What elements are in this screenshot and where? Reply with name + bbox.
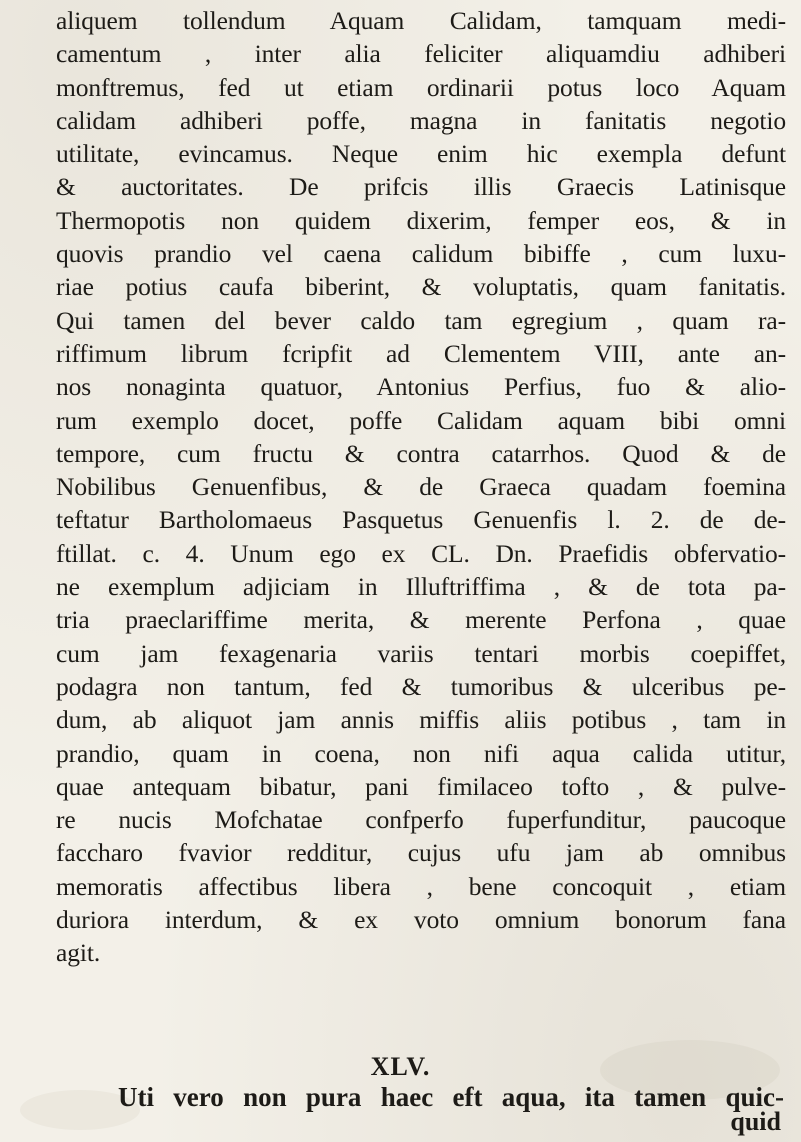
text-line: re nucis Mofchatae confperfo fuperfunditur, paucoque [56,805,786,835]
text-line: riffimum librum fcripfit ad Clementem VIII, ante an- [56,338,786,368]
text-line: faccharo fvavior redditur, cujus ufu jam ab omnibus [56,838,786,868]
text-line: aliquem tollendum Aquam Calidam, tamquam medi- [56,6,786,35]
text-line: teftatur Bartholomaeus Pasquetus Genuenfis l. 2. de de- [56,505,786,535]
text-line: nos nonaginta quatuor, Antonius Perfius, fuo & alio- [56,372,786,402]
text-line: podagra non tantum, fed & tumoribus & ulceribus pe- [56,671,786,701]
text-line: ftillat. c. 4. Unum ego ex CL. Dn. Praefidis obfervatio- [56,538,786,568]
text-line: Qui tamen del bever caldo tam egregium , quam ra- [56,305,786,335]
text-line: duriora interdum, & ex voto omnium bonorum fana [56,905,786,935]
text-line: rum exemplo docet, poffe Calidam aquam bibi omni [56,405,786,435]
text-line: monftremus, fed ut etiam ordinarii potus loco Aquam [56,72,786,102]
text-line: utilitate, evincamus. Neque enim hic exempla defunt [56,139,786,169]
text-line: agit. [56,938,101,968]
text-line: tria praeclariffime merita, & merente Perfona , quae [56,605,786,635]
text-line: quae antequam bibatur, pani fimilaceo tofto , & pulve- [56,771,786,801]
section-first-line: Uti vero non pura haec eft aqua, ita tamen quic- [118,1082,784,1112]
catchword: quid [730,1107,781,1136]
text-line: Nobilibus Genuenfibus, & de Graeca quadam foemina [56,472,786,502]
text-line: memoratis affectibus libera , bene concoquit , etiam [56,871,786,901]
text-line: tempore, cum fructu & contra catarrhos. Quod & de [56,438,786,468]
text-line: & auctoritates. De prifcis illis Graecis Latinisque [56,172,786,202]
text-line: cum jam fexagenaria variis tentari morbis coepiffet, [56,638,786,668]
body-text [56,4,786,970]
text-line: riae potius caufa biberint, & voluptatis, quam fanitatis. [56,272,786,302]
text-line: prandio, quam in coena, non nifi aqua calida utitur, [56,738,786,768]
text-line: quovis prandio vel caena calidum bibiffe , cum luxu- [56,239,786,269]
text-line: ne exemplum adjiciam in Illuftriffima , & de tota pa- [56,572,786,602]
text-line: calidam adhiberi poffe, magna in fanitatis negotio [56,105,786,135]
text-line: dum, ab aliquot jam annis miffis aliis potibus , tam in [56,705,786,735]
text-line: camentum , inter alia feliciter aliquamdiu adhiberi [56,39,786,69]
text-line: Thermopotis non quidem dixerim, femper eos, & in [56,205,786,235]
section-heading: XLV. [370,1052,431,1081]
